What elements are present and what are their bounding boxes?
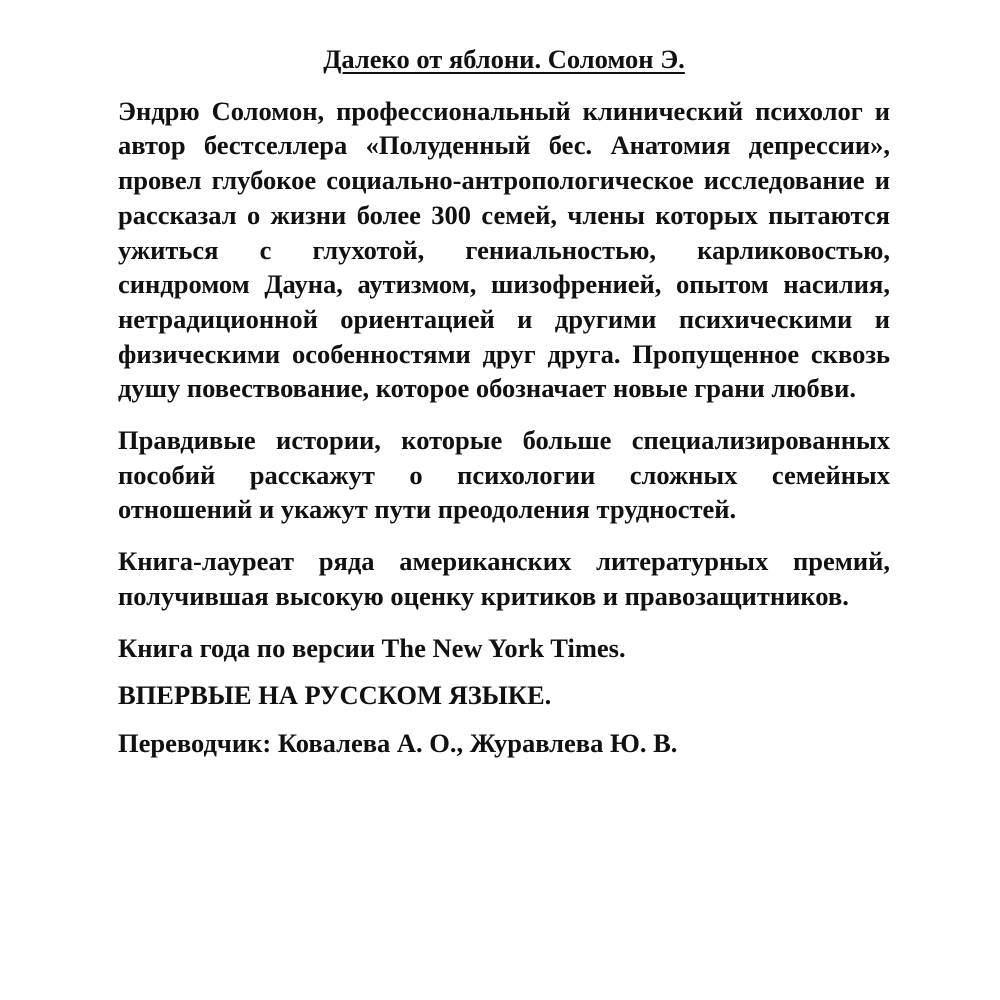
description-paragraph-3: Книга-лауреат ряда американских литературных премий, получившая высокую оценку критиков и правозащитников. [118, 546, 890, 611]
book-title: Далеко от яблони. Соломон Э. [323, 44, 685, 74]
book-description [118, 42, 890, 774]
translators-line: Переводчик: Ковалева А. О., Журавлева Ю. В. [118, 727, 678, 758]
description-paragraph-1: Эндрю Соломон, профессиональный клинический психолог и автор бестселлера «Полуденный бес. Анатомия депрессии», провел глубокое социально-антропологическое исследование и рассказал о жизни более 300 семей, члены которых пытаются ужиться с глухотой, гениальностью, карликовостью, синдромом Дауна, аутизмом, шизофренией, опытом насилия, нетрадиционной ориентацией и другими психическими и физическими особенностями друг друга. Пропущенное сквозь душу повествование, которое обозначает новые грани любви. [118, 95, 890, 404]
award-note: Книга года по версии The New York Times. [118, 632, 626, 663]
first-russian-edition-note: ВПЕРВЫЕ НА РУССКОМ ЯЗЫКЕ. [118, 680, 552, 711]
description-paragraph-2: Правдивые истории, которые больше специализированных пособий расскажут о психологии сложных семейных отношений и укажут пути преодоления трудностей. [118, 425, 890, 525]
